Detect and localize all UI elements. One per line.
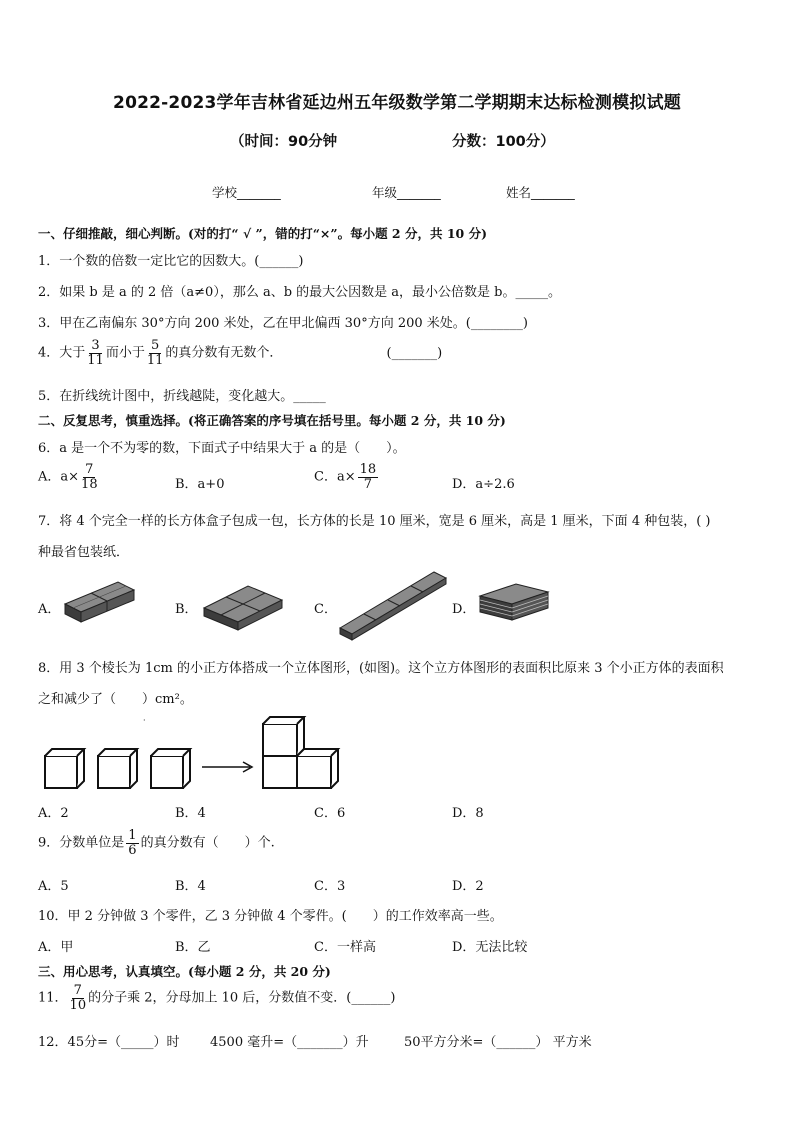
q11-numerator: 7 — [73, 983, 82, 998]
question-8-line2: 之和减少了（ ）cm²。 — [38, 692, 193, 707]
stray-dot: · — [143, 716, 146, 725]
question-10: 10．甲 2 分钟做 3 个零件，乙 3 分钟做 4 个零件。( ）的工作效率高一些。 — [38, 909, 503, 924]
question-7-line2: 种最省包装纸． — [38, 545, 130, 560]
question-2: 2．如果 b 是 a 的 2 倍（a≠0），那么 a、b 的最大公因数是 a，最小公倍数是 b。_____。 — [38, 285, 561, 300]
q9-denominator: 6 — [128, 842, 137, 858]
q8-option-d: D．8 — [452, 806, 484, 821]
q4-blank: (_______) — [386, 345, 443, 361]
q11-pre: 11． — [38, 990, 68, 1006]
page-title: 2022-2023学年吉林省延边州五年级数学第二学期期末达标检测模拟试题 — [113, 93, 681, 113]
q9-numerator: 1 — [128, 828, 137, 843]
q6-option-b: B．a+0 — [175, 477, 225, 492]
name-field: 姓名_______ — [506, 185, 575, 200]
q9-pre: 9．分数单位是 — [38, 835, 125, 851]
q6-c-text: C．a× — [314, 469, 356, 485]
q10-option-d: D．无法比较 — [452, 940, 528, 955]
q9-fraction — [126, 829, 138, 857]
question-5: 5．在折线统计图中，折线越陡，变化越大。_____ — [38, 389, 326, 404]
section3-heading: 三、用心思考，认真填空。(每小题 2 分，共 20 分) — [38, 964, 331, 979]
school-field: 学校_______ — [212, 185, 281, 200]
q8-option-b: B．4 — [175, 806, 206, 821]
question-1: 1．一个数的倍数一定比它的因数大。(______) — [38, 254, 304, 269]
q7-figure-d — [476, 582, 552, 624]
q11-post: 的分子乘 2，分母加上 10 后，分数值不变．(______) — [88, 990, 396, 1006]
q8-cubes-figure — [40, 712, 350, 792]
q11-fraction — [70, 984, 87, 1012]
question-11 — [38, 984, 395, 1012]
exam-time: （时间：90分钟 — [230, 134, 338, 150]
q11-denominator: 10 — [69, 997, 87, 1013]
q4-f2-numerator: 5 — [150, 338, 160, 353]
q4-mid: 而小于 — [105, 345, 145, 361]
q9-option-c: C．3 — [314, 879, 346, 894]
q9-option-d: D．2 — [452, 879, 484, 894]
q4-pre: 4．大于 — [38, 345, 86, 361]
q7-option-d: D． — [452, 602, 476, 617]
q6-a-text: A．a× — [38, 469, 80, 485]
question-12-part-a: 12．45分=（_____）时 — [38, 1035, 180, 1050]
q9-post: 的真分数有（ ）个. — [140, 835, 275, 851]
q4-f1-denominator: 11 — [87, 352, 104, 368]
q6-c-fraction — [358, 463, 379, 491]
q6-a-fraction — [81, 463, 98, 491]
q4-f1-numerator: 3 — [91, 338, 100, 353]
q8-option-c: C．6 — [314, 806, 346, 821]
q4-fraction-2 — [147, 339, 164, 367]
question-12-part-b: 4500 毫升=（_______）升 — [210, 1035, 369, 1050]
q6-c-numerator: 18 — [359, 462, 377, 477]
question-12-part-c: 50平方分米=（______） 平方米 — [404, 1035, 592, 1050]
question-9 — [38, 829, 275, 857]
q9-option-a: A．5 — [38, 879, 69, 894]
q4-f2-denominator: 11 — [146, 352, 164, 368]
grade-field: 年级_______ — [372, 185, 441, 200]
q10-option-a: A．甲 — [38, 940, 74, 955]
q8-option-a: A．2 — [38, 806, 69, 821]
q6-a-denominator: 18 — [81, 476, 98, 492]
q4-post: 的真分数有无数个． — [165, 345, 283, 361]
q10-option-b: B．乙 — [175, 940, 211, 955]
question-6: 6．a 是一个不为零的数，下面式子中结果大于 a 的是（ ）。 — [38, 441, 406, 456]
q10-option-c: C．一样高 — [314, 940, 376, 955]
section1-heading: 一、仔细推敲，细心判断。(对的打“ √ ”，错的打“×”。每小题 2 分，共 10 分) — [38, 226, 487, 241]
q6-option-d: D．a÷2.6 — [452, 477, 515, 492]
question-8-line1: 8．用 3 个棱长为 1cm 的小正方体搭成一个立体图形，(如图)。这个立方体图形的表面积比原来 3 个小正方体的表面积 — [38, 661, 724, 676]
q7-figure-b — [200, 578, 290, 630]
q7-option-b: B． — [175, 602, 198, 617]
exam-score: 分数：100分） — [452, 134, 555, 150]
q6-option-a — [38, 463, 100, 491]
q7-option-a: A． — [38, 602, 61, 617]
q7-option-c: C． — [314, 602, 337, 617]
q4-fraction-1 — [87, 339, 104, 367]
q7-figure-a — [60, 578, 140, 630]
q6-option-c — [314, 463, 380, 491]
q6-c-denominator: 7 — [363, 476, 372, 492]
q7-figure-c — [338, 570, 450, 642]
q9-option-b: B．4 — [175, 879, 206, 894]
question-3: 3．甲在乙南偏东 30°方向 200 米处，乙在甲北偏西 30°方向 200 米处。(________) — [38, 316, 528, 331]
section2-heading: 二、反复思考，慎重选择。(将正确答案的序号填在括号里。每小题 2 分，共 10 分) — [38, 413, 506, 428]
question-7-line1: 7．将 4 个完全一样的长方体盒子包成一包，长方体的长是 10 厘米，宽是 6 厘米，高是 1 厘米，下面 4 种包装，( ) — [38, 514, 711, 529]
question-4 — [38, 339, 442, 367]
q6-a-numerator: 7 — [85, 462, 94, 477]
